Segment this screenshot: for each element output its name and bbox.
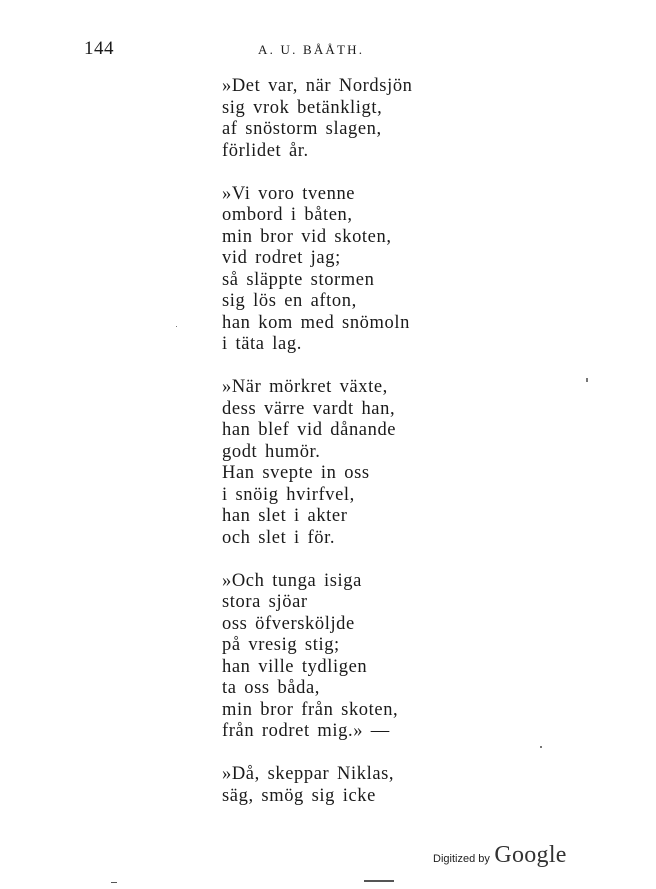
poem-line: i snöig hvirfvel, [222, 484, 355, 505]
poem-line: från rodret mig.» — [222, 721, 390, 741]
poem-line: »Då, skeppar Niklas, [222, 764, 395, 784]
page-number: 144 [84, 38, 114, 59]
poem-line: förlidet år. [222, 140, 309, 161]
poem-line: ombord i båten, [222, 205, 353, 225]
poem-line: »Det var, när Nordsjön [222, 76, 413, 96]
stanza [222, 184, 522, 356]
poem-line: sig lös en afton, [222, 291, 357, 311]
poem-line: och slet i för. [222, 527, 336, 548]
scan-mark [111, 882, 117, 883]
poem-line: »Och tunga isiga [222, 570, 362, 591]
poem-line: oss öfversköljde [222, 613, 355, 634]
poem-line: vid rodret jag; [222, 248, 341, 268]
stanza [222, 764, 522, 807]
poem-line: så släppte stormen [222, 269, 375, 290]
scan-speck [176, 326, 177, 327]
poem [222, 76, 522, 829]
poem-line: »Vi voro tvenne [222, 183, 356, 204]
poem-line: han kom med snömoln [222, 312, 410, 333]
poem-line: godt humör. [222, 441, 321, 462]
poem-line: Han svepte in oss [222, 463, 370, 483]
poem-line: dess värre vardt han, [222, 398, 396, 419]
google-logo: Google [494, 842, 567, 868]
poem-line: säg, smög sig icke [222, 785, 376, 806]
digitized-watermark [433, 842, 567, 869]
stanza [222, 571, 522, 743]
poem-line: min bror vid skoten, [222, 226, 392, 247]
scan-mark [364, 880, 394, 882]
poem-line: i täta lag. [222, 334, 302, 354]
poem-line: han slet i akter [222, 506, 348, 526]
poem-line: »När mörkret växte, [222, 377, 388, 397]
watermark-prefix: Digitized by [433, 853, 490, 865]
scan-speck [586, 378, 588, 382]
poem-line: han blef vid dånande [222, 420, 397, 440]
poem-line: ta oss båda, [222, 678, 320, 698]
scan-speck [540, 746, 542, 748]
poem-line: af snöstorm slagen, [222, 119, 382, 139]
poem-line: min bror från skoten, [222, 699, 399, 720]
poem-line: sig vrok betänkligt, [222, 97, 383, 118]
stanza [222, 76, 522, 162]
poem-line: han ville tydligen [222, 656, 368, 677]
stanza [222, 377, 522, 549]
poem-line: stora sjöar [222, 592, 308, 612]
running-head: A. U. BÅÅTH. [258, 42, 365, 57]
poem-line: på vresig stig; [222, 635, 340, 655]
